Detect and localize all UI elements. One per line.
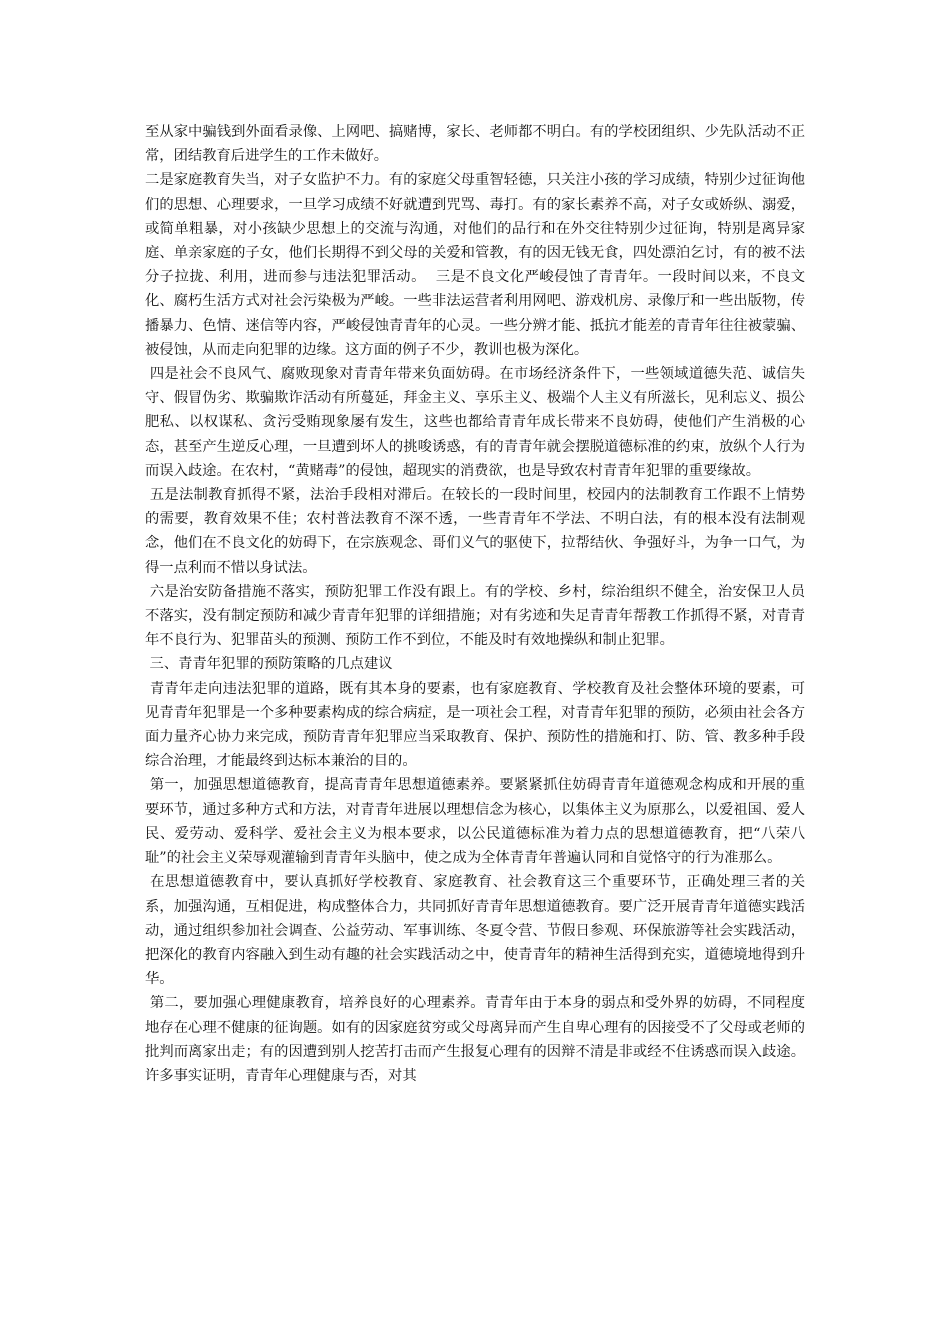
paragraph-8: 第一，加强思想道德教育，提高青青年思想道德素养。要紧紧抓住妨碍青青年道德观念构成和开展的重要环节，通过多种方式和方法，对青青年进展以理想信念为核心，以集体主义为原那么，以爱祖国、爱人民、爱劳动、爱科学、爱社会主义为根本要求，以公民道德标准为着力点的思想道德教育，把“八荣八耻”的社会主义荣辱观灌输到青青年头脑中，使之成为全体青青年普遍认同和自觉恪守的行为准那么。 xyxy=(145,777,806,867)
paragraph-3: 四是社会不良风气、腐败现象对青青年带来负面妨碍。在市场经济条件下，一些领域道德失范、诚信失守、假冒伪劣、欺骗欺诈活动有所蔓延，拜金主义、享乐主义、极端个人主义有所滋长，见利忘义、损公肥私、以权谋私、贪污受贿现象屡有发生，这些也都给青青年成长带来不良妨碍，使他们产生消极的心态，甚至产生逆反心理，一旦遭到坏人的挑唆诱惑，有的青青年就会摆脱道德标准的约束，放纵个人行为而误入歧途。在农村，“黄赌毒”的侵蚀，超现实的消费欲，也是导致农村青青年犯罪的重要缘故。 xyxy=(145,366,806,479)
paragraph-4: 五是法制教育抓得不紧，法治手段相对滞后。在较长的一段时间里，校园内的法制教育工作跟不上情势的需要，教育效果不佳；农村普法教育不深不透，一些青青年不学法、不明白法，有的根本没有法制观念，他们在不良文化的妨碍下，在宗族观念、哥们义气的驱使下，拉帮结伙、争强好斗，为争一口气，为得一点利而不惜以身试法。 xyxy=(145,487,806,576)
paragraph-10: 第二，要加强心理健康教育，培养良好的心理素养。青青年由于本身的弱点和受外界的妨碍，不同程度地存在心理不健康的征询题。如有的因家庭贫穷或父母离异而产生自卑心理有的因接受不了父母或老师的批判而离家出走；有的因遭到别人挖苦打击而产生报复心理有的因辩不清是非或经不住诱惑而误入歧途。许多事实证明，青青年心理健康与否，对其 xyxy=(145,995,806,1084)
paragraph-1: 至从家中骗钱到外面看录像、上网吧、搞赌博，家长、老师都不明白。有的学校团组织、少先队活动不正常，团结教育后进学生的工作未做好。 xyxy=(145,124,805,165)
paragraph-2: 二是家庭教育失当，对子女监护不力。有的家庭父母重智轻德，只关注小孩的学习成绩，特别少过征询他们的思想、心理要求，一旦学习成绩不好就遭到咒骂、毒打。有的家长素养不高，对子女或娇纵、溺爱，或简单粗暴，对小孩缺少思想上的交流与沟通，对他们的品行和在外交往特别少过征询，特别是离异家庭、单亲家庭的子女，他们长期得不到父母的关爱和管教，有的因无钱无食，四处漂泊乞讨，有的被不法分子拉拢、利用，进而参与违法犯罪活动。 三是不良文化严峻侵蚀了青青年。一段时间以来，不良文化、腐朽生活方式对社会污染极为严峻。一些非法运营者利用网吧、游戏机房、录像厅和一些出版物，传播暴力、色情、迷信等内容，严峻侵蚀青青年的心灵。一些分辨才能、抵抗才能差的青青年往往被蒙骗、被侵蚀，从而走向犯罪的边缘。这方面的例子不少，教训也极为深化。 xyxy=(145,172,805,358)
paragraph-9: 在思想道德教育中，要认真抓好学校教育、家庭教育、社会教育这三个重要环节，正确处理三者的关系，加强沟通，互相促进，构成整体合力，共同抓好青青年思想道德教育。要广泛开展青青年道德实践活动，通过组织参加社会调查、公益劳动、军事训练、冬夏令营、节假日参观、环保旅游等社会实践活动，把深化的教育内容融入到生动有趣的社会实践活动之中，使青青年的精神生活得到充实，道德境地得到升华。 xyxy=(145,874,806,988)
paragraph-7: 青青年走向违法犯罪的道路，既有其本身的要素，也有家庭教育、学校教育及社会整体环境的要素，可见青青年犯罪是一个多种要素构成的综合病症，是一项社会工程，对青青年犯罪的预防，必须由社会各方面力量齐心协力来完成，预防青青年犯罪应当采取教育、保护、预防性的措施和打、防、管、教多种手段综合治理，才能最终到达标本兼治的目的。 xyxy=(145,680,806,770)
paragraph-5: 六是治安防备措施不落实，预防犯罪工作没有跟上。有的学校、乡村，综治组织不健全，治安保卫人员不落实，没有制定预防和减少青青年犯罪的详细措施；对有劣迹和失足青青年帮教工作抓得不紧，对青青年不良行为、犯罪苗头的预测、预防工作不到位，不能及时有效地操纵和制止犯罪。 xyxy=(145,583,806,649)
document-page xyxy=(145,120,805,1088)
section-heading: 三、青青年犯罪的预防策略的几点建议 xyxy=(145,656,393,673)
